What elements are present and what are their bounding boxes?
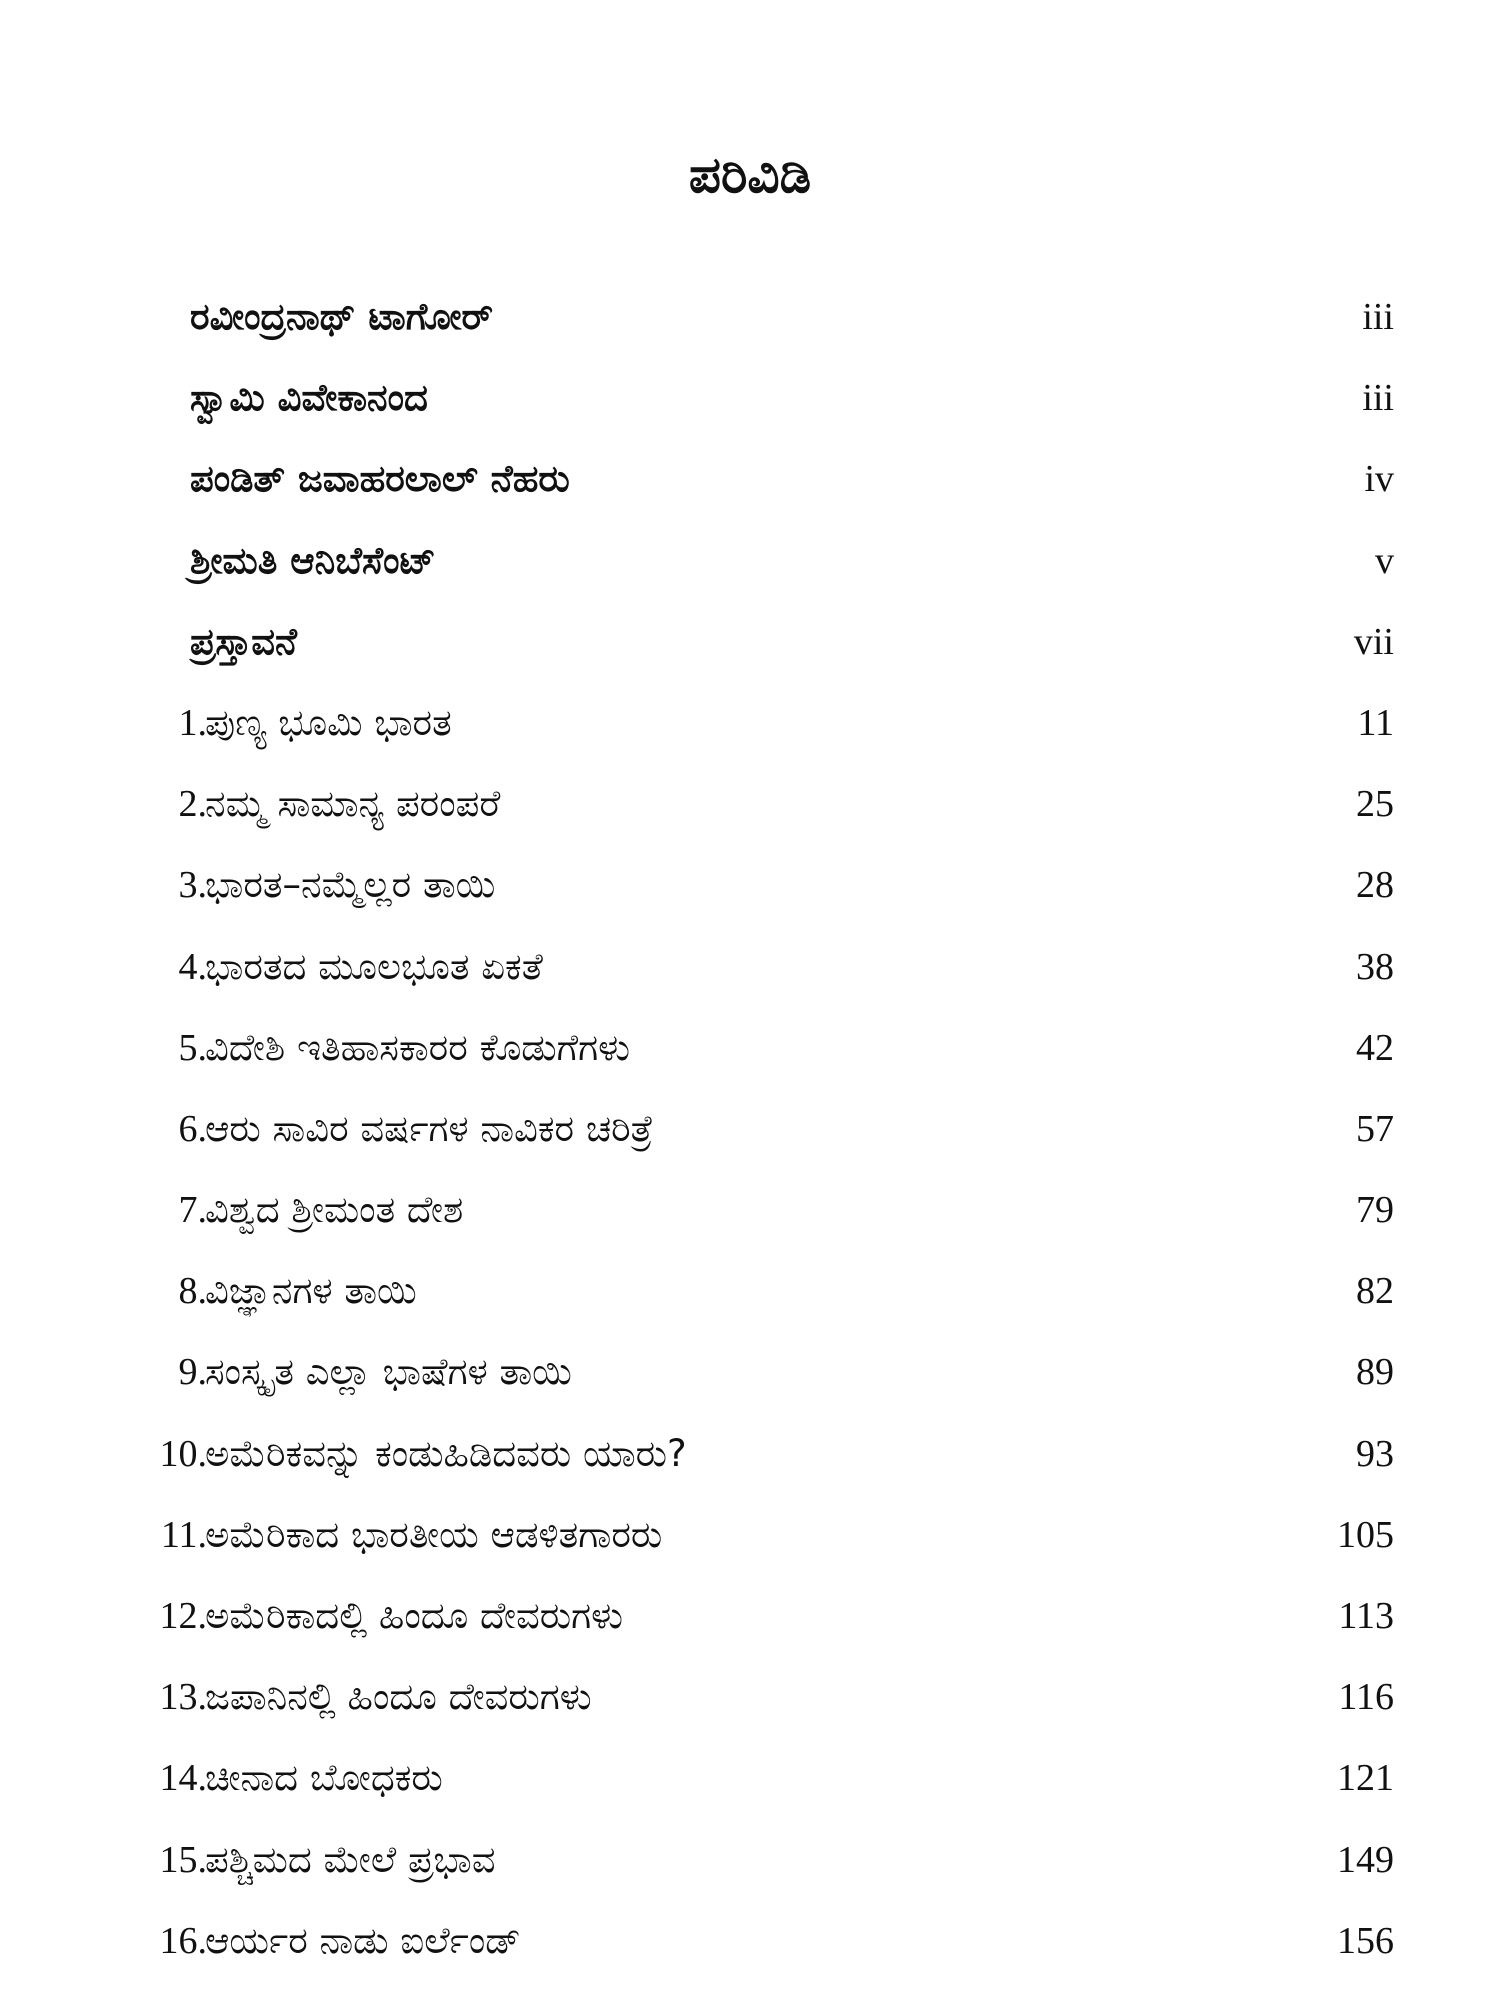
toc-entry-chapter <box>0 1743 1500 1824</box>
toc-entry-page: 57 <box>1356 1107 1394 1150</box>
toc-entry-page: iii <box>1362 296 1394 338</box>
toc-entry-chapter <box>0 1581 1500 1662</box>
toc-entry-number: 15. <box>159 1838 207 1881</box>
toc-entry-page: 105 <box>1337 1513 1394 1556</box>
toc-entry-title: ನಮ್ಮ ಸಾಮಾನ್ಯ ಪರಂಪರೆ <box>205 782 501 826</box>
toc-entry-title: ಅಮೆರಿಕಾದಲ್ಲಿ ಹಿಂದೂ ದೇವರುಗಳು <box>205 1594 624 1637</box>
toc-entry-number: 7. <box>178 1189 207 1232</box>
toc-entry-title: ಶ್ರೀಮತಿ ಆನಿಬೆಸೆಂಟ್ <box>190 538 436 582</box>
toc-entry-page: v <box>1375 539 1394 582</box>
toc-entry-number: 14. <box>159 1757 207 1800</box>
toc-entry-front <box>0 282 1500 363</box>
toc-entry-number: 3. <box>178 864 207 907</box>
toc-entry-number: 4. <box>178 945 207 988</box>
toc-entry-front <box>0 363 1500 444</box>
toc-entry-chapter <box>0 1175 1500 1256</box>
toc-entry-page: vii <box>1353 620 1394 663</box>
toc-entry-title: ಪ್ರಸ್ತಾವನೆ <box>190 619 298 663</box>
toc-entry-front <box>0 526 1500 607</box>
toc-entry-page: 38 <box>1356 945 1394 988</box>
toc-entry-number: 13. <box>159 1676 207 1719</box>
toc-entry-title: ಭಾರತ–ನಮ್ಮೆಲ್ಲರ ತಾಯಿ <box>205 863 496 907</box>
toc-entry-page: 89 <box>1356 1351 1394 1394</box>
toc-entry-chapter <box>0 1419 1500 1500</box>
toc-entry-page: 93 <box>1356 1432 1394 1475</box>
toc-entry-title: ರವೀಂದ್ರನಾಥ್ ಟಾಗೋರ್ <box>190 295 494 338</box>
toc-entry-title: ವಿದೇಶಿ ಇತಿಹಾಸಕಾರರ ಕೊಡುಗೆಗಳು <box>205 1025 631 1069</box>
toc-entry-number: 8. <box>178 1270 207 1313</box>
toc-entry-number: 10. <box>159 1432 207 1475</box>
toc-entry-chapter <box>0 1825 1500 1906</box>
toc-entry-number: 11. <box>160 1513 207 1556</box>
toc-entry-page: 121 <box>1337 1757 1394 1800</box>
toc-entry-page: 156 <box>1337 1919 1394 1962</box>
toc-entry-title: ಅಮೆರಿಕಾದ ಭಾರತೀಯ ಆಡಳಿತಗಾರರು <box>205 1512 663 1556</box>
toc-entry-number: 9. <box>178 1351 207 1394</box>
toc-entry-page: 82 <box>1356 1270 1394 1313</box>
toc-entry-number: 6. <box>178 1107 207 1150</box>
toc-entry-number: 12. <box>159 1595 207 1637</box>
toc-entry-page: iv <box>1364 458 1394 501</box>
toc-entry-number: 1. <box>178 701 207 744</box>
toc-entry-title: ಪುಣ್ಯ ಭೂಮಿ ಭಾರತ <box>205 700 452 744</box>
toc-entry-chapter <box>0 1094 1500 1175</box>
toc-entry-chapter <box>0 1906 1500 1987</box>
toc-entry-chapter <box>0 1256 1500 1337</box>
toc-entry-title: ಪಶ್ಚಿಮದ ಮೇಲೆ ಪ್ರಭಾವ <box>205 1837 496 1881</box>
toc-entry-title: ವಿಶ್ವದ ಶ್ರೀಮಂತ ದೇಶ <box>205 1188 464 1232</box>
toc-entry-front <box>0 444 1500 525</box>
toc-entry-page: 113 <box>1338 1595 1394 1637</box>
toc-entry-title: ಅಮೆರಿಕವನ್ನು ಕಂಡುಹಿಡಿದವರು ಯಾರು? <box>205 1431 687 1475</box>
toc-entry-number: 16. <box>159 1919 207 1962</box>
toc-entry-chapter <box>0 932 1500 1013</box>
toc-entry-title: ಆರ್ಯರ ನಾಡು ಐರ್ಲೆಂಡ್ <box>205 1918 521 1962</box>
page-title: ಪರಿವಿಡಿ <box>688 146 812 204</box>
toc-entry-front <box>0 607 1500 688</box>
toc-entry-chapter <box>0 850 1500 931</box>
toc-entry-page: 25 <box>1356 783 1394 826</box>
toc-entry-title: ಪಂಡಿತ್ ಜವಾಹರಲಾಲ್ ನೆಹರು <box>190 457 570 501</box>
toc-entry-title: ಸ್ವಾಮಿ ವಿವೇಕಾನಂದ <box>190 376 428 420</box>
toc-entry-number: 5. <box>178 1026 207 1069</box>
toc-entry-title: ಭಾರತದ ಮೂಲಭೂತ ಏಕತೆ <box>205 944 543 988</box>
toc-entry-page: 11 <box>1357 701 1394 744</box>
toc-entry-title: ಜಪಾನಿನಲ್ಲಿ ಹಿಂದೂ ದೇವರುಗಳು <box>205 1675 592 1719</box>
toc-entry-chapter <box>0 1500 1500 1581</box>
toc-entry-chapter <box>0 1337 1500 1418</box>
toc-entry-chapter <box>0 1662 1500 1743</box>
toc-entry-chapter <box>0 1013 1500 1094</box>
toc-entry-title: ಸಂಸ್ಕೃತ ಎಲ್ಲಾ ಭಾಷೆಗಳ ತಾಯಿ <box>205 1350 572 1394</box>
toc-entry-title: ವಿಜ್ಞಾನಗಳ ತಾಯಿ <box>205 1269 417 1313</box>
toc-entry-chapter <box>0 688 1500 769</box>
toc-entry-number: 2. <box>178 783 207 826</box>
table-of-contents <box>0 282 1500 1987</box>
toc-entry-title: ಆರು ಸಾವಿರ ವರ್ಷಗಳ ನಾವಿಕರ ಚರಿತ್ರೆ <box>205 1106 654 1150</box>
toc-entry-page: iii <box>1362 377 1394 420</box>
toc-entry-chapter <box>0 769 1500 850</box>
toc-entry-page: 79 <box>1356 1189 1394 1232</box>
toc-entry-page: 28 <box>1356 864 1394 907</box>
toc-entry-page: 116 <box>1338 1676 1394 1719</box>
toc-entry-title: ಚೀನಾದ ಬೋಧಕರು <box>205 1756 443 1800</box>
toc-entry-page: 149 <box>1337 1838 1394 1881</box>
toc-entry-page: 42 <box>1356 1026 1394 1069</box>
